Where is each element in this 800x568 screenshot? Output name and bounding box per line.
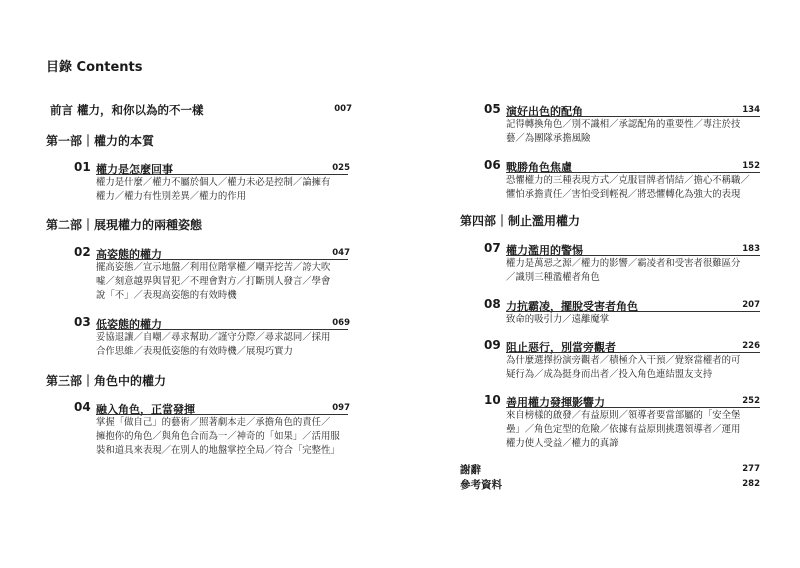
chapter-10-number: 10 — [484, 393, 501, 407]
chapter-01-desc-line-2: 權力／權力有性別差異／權力的作用 — [96, 191, 247, 202]
chapter-05-rule — [506, 116, 760, 117]
chapter-01-desc — [96, 176, 330, 204]
chapter-08-number: 08 — [484, 297, 501, 311]
chapter-03-desc — [96, 331, 330, 359]
chapter-01-number: 01 — [74, 160, 91, 174]
chapter-09-page: 226 — [742, 341, 760, 351]
chapter-09-rule — [506, 352, 760, 353]
chapter-10-title[interactable]: 善用權力發揮影響力 — [506, 396, 605, 409]
chapter-08-rule — [506, 311, 760, 312]
chapter-09-number: 09 — [484, 338, 501, 352]
chapter-02-page: 047 — [332, 248, 350, 258]
chapter-04-number: 04 — [74, 400, 91, 414]
chapter-02-desc-line-2: 噓／刻意越界與冒犯／不理會對方／打斷別人發言／學會 — [96, 276, 331, 287]
toc-title: 目錄 Contents — [46, 60, 143, 75]
chapter-03-rule — [96, 329, 348, 330]
chapter-06-desc-line-1: 恐懼權力的三種表現方式／克服冒牌者情結／擔心不稱職／ — [506, 175, 750, 186]
chapter-10-desc-line-1: 來自榜樣的啟發／有益原則／領導者要當部屬的「安全堡 — [506, 410, 741, 421]
chapter-06-desc-line-2: 懼怕承擔責任／害怕受到輕視／將恐懼轉化為強大的表現 — [506, 189, 741, 200]
preface-page: 007 — [334, 104, 352, 114]
chapter-04-desc-line-3: 裝和道具來表現／在別人的地盤掌控全局／符合「完整性」 — [96, 445, 340, 456]
chapter-09-desc-line-2: 疑行為／成為挺身而出者／投入角色連結盟友支持 — [506, 369, 713, 380]
part-1-title[interactable]: 第一部｜權力的本質 — [46, 134, 155, 148]
chapter-03-number: 03 — [74, 315, 91, 329]
chapter-05-desc-line-2: 藝／為團隊承擔風險 — [506, 133, 591, 144]
chapter-02-desc-line-1: 擺高姿態／宣示地盤／利用位階掌權／嘲弄挖苦／誇大吹 — [96, 262, 331, 273]
chapter-02-number: 02 — [74, 245, 91, 259]
chapter-01-page: 025 — [332, 163, 350, 173]
chapter-08-desc-line-1: 致命的吸引力／遠離魔掌 — [506, 314, 610, 325]
acknowledgments-title[interactable]: 謝辭 — [460, 464, 481, 476]
chapter-02-rule — [96, 259, 348, 260]
chapter-09-title[interactable]: 阻止惡行，別當旁觀者 — [506, 341, 616, 354]
chapter-01-rule — [96, 174, 348, 175]
chapter-04-title[interactable]: 融入角色，正當發揮 — [96, 403, 195, 416]
chapter-07-desc — [506, 257, 740, 285]
part-2-title[interactable]: 第二部｜展現權力的兩種姿態 — [46, 218, 203, 232]
chapter-01-desc-line-1: 權力是什麼／權力不屬於個人／權力未必是控制／論擁有 — [96, 177, 331, 188]
chapter-07-desc-line-2: ／識別三種濫權者角色 — [506, 272, 600, 283]
chapter-10-rule — [506, 407, 760, 408]
acknowledgments-page: 277 — [742, 464, 760, 474]
chapter-04-desc-line-1: 掌握「做自己」的藝術／照著劇本走／承擔角色的責任／ — [96, 417, 331, 428]
chapter-09-desc-line-1: 為什麼選擇扮演旁觀者／積極介入干預／覺察當權者的可 — [506, 355, 741, 366]
chapter-08-desc — [506, 313, 609, 327]
chapter-04-page: 097 — [332, 403, 350, 413]
chapter-10-desc — [506, 409, 740, 451]
chapter-06-desc — [506, 174, 750, 202]
chapter-07-page: 183 — [742, 244, 760, 254]
chapter-05-desc-line-1: 記得轉換角色／別不識相／承認配角的重要性／專注於技 — [506, 119, 741, 130]
chapter-05-number: 05 — [484, 102, 501, 116]
chapter-09-desc — [506, 354, 740, 382]
chapter-05-page: 134 — [742, 105, 760, 115]
chapter-07-title[interactable]: 權力濫用的警惕 — [506, 244, 583, 257]
part-3-title[interactable]: 第三部｜角色中的權力 — [46, 374, 167, 388]
chapter-06-title[interactable]: 戰勝角色焦慮 — [506, 161, 572, 174]
chapter-03-desc-line-1: 妥協退讓／自嘲／尋求幫助／謹守分際／尋求認同／採用 — [96, 332, 331, 343]
chapter-02-desc-line-3: 說「不」／表現高姿態的有效時機 — [96, 290, 237, 301]
chapter-04-desc-line-2: 擁抱你的角色／與角色合而為一／神奇的「如果」／活用服 — [96, 431, 340, 442]
chapter-06-page: 152 — [742, 161, 760, 171]
chapter-10-desc-line-2: 壘」／角色定型的危險／依據有益原則挑選領導者／運用 — [506, 424, 741, 435]
chapter-07-rule — [506, 255, 760, 256]
chapter-04-desc — [96, 416, 340, 458]
chapter-03-title[interactable]: 低姿態的權力 — [96, 318, 162, 331]
chapter-06-rule — [506, 172, 760, 173]
chapter-03-desc-line-2: 合作思維／表現低姿態的有效時機／展現巧實力 — [96, 346, 293, 357]
chapter-02-title[interactable]: 高姿態的權力 — [96, 248, 162, 261]
chapter-02-desc — [96, 261, 330, 303]
chapter-03-page: 069 — [332, 318, 350, 328]
chapter-10-desc-line-3: 權力使人受益／權力的真諦 — [506, 438, 619, 449]
chapter-01-title[interactable]: 權力是怎麼回事 — [96, 163, 173, 176]
chapter-07-number: 07 — [484, 241, 501, 255]
chapter-07-desc-line-1: 權力是萬惡之源／權力的影響／霸凌者和受害者很難區分 — [506, 258, 741, 269]
chapter-06-number: 06 — [484, 158, 501, 172]
references-page: 282 — [742, 479, 760, 489]
preface-title[interactable]: 前言 權力，和你以為的不一樣 — [50, 103, 204, 117]
chapter-08-page: 207 — [742, 300, 760, 310]
chapter-05-title[interactable]: 演好出色的配角 — [506, 105, 583, 118]
chapter-10-page: 252 — [742, 396, 760, 406]
references-title[interactable]: 參考資料 — [460, 479, 502, 491]
chapter-08-title[interactable]: 力抗霸凌，擺脫受害者角色 — [506, 300, 638, 313]
chapter-05-desc — [506, 118, 740, 146]
part-4-title[interactable]: 第四部｜制止濫用權力 — [460, 214, 581, 228]
chapter-04-rule — [96, 414, 348, 415]
